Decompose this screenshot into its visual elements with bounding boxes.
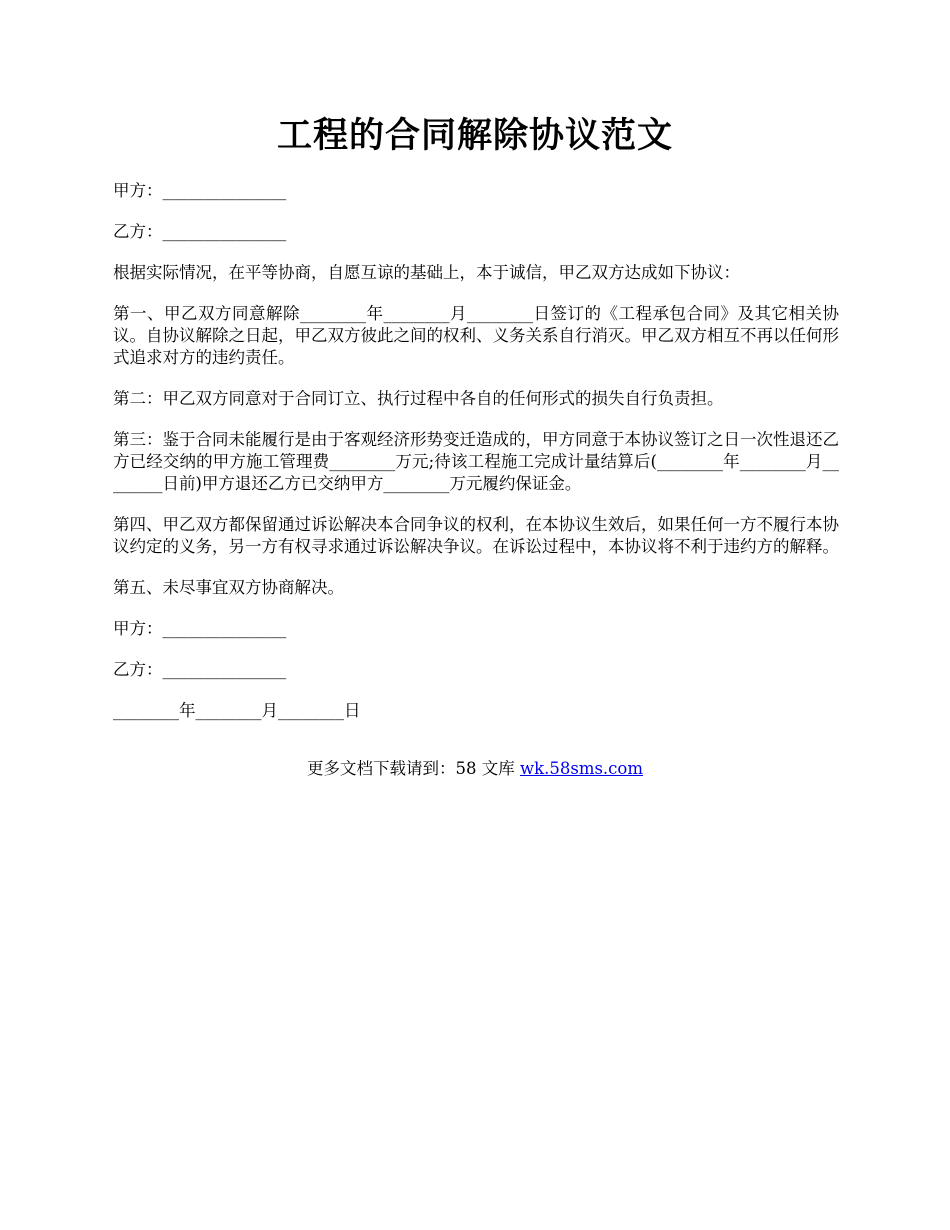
footer-link[interactable]: wk.58sms.com xyxy=(519,759,643,778)
clause-4-paragraph: 第四、甲乙双方都保留通过诉讼解决本合同争议的权利，在本协议生效后，如果任何一方不履行本协议约定的义务，另一方有权寻求通过诉讼解决争议。在诉讼过程中，本协议将不利于违约方的解释。 xyxy=(113,515,839,556)
footer xyxy=(0,758,950,780)
document-title: 工程的合同解除协议范文 xyxy=(276,115,673,156)
signature-party-b-line: 乙方：_______________ xyxy=(113,660,287,679)
document-body xyxy=(113,180,839,741)
clause-1-paragraph: 第一、甲乙双方同意解除________年________月________日签订的《工程承包合同》及其它相关协议。自协议解除之日起，甲乙双方彼此之间的权利、义务关系自行消灭。甲乙双方相互不再以任何形式追求对方的违约责任。 xyxy=(113,304,839,367)
clause-5-paragraph: 第五、未尽事宜双方协商解决。 xyxy=(113,578,344,597)
party-b-line: 乙方：_______________ xyxy=(113,222,287,241)
preamble-paragraph: 根据实际情况，在平等协商，自愿互谅的基础上，本于诚信，甲乙双方达成如下协议： xyxy=(113,263,740,282)
signature-party-a-line: 甲方：_______________ xyxy=(113,619,287,638)
date-line: ________年________月________日 xyxy=(113,701,361,720)
footer-text: 更多文档下载请到：58 文库 xyxy=(306,759,520,778)
clause-3-paragraph: 第三：鉴于合同未能履行是由于客观经济形势变迁造成的，甲方同意于本协议签订之日一次性退还乙方已经交纳的甲方施工管理费________万元;待该工程施工完成计量结算后(________年________月________日前)甲方退还乙方已交纳甲方________万元履约保证金。 xyxy=(113,430,839,493)
party-a-line: 甲方：_______________ xyxy=(113,181,287,200)
clause-2-paragraph: 第二：甲乙双方同意对于合同订立、执行过程中各自的任何形式的损失自行负责担。 xyxy=(113,389,724,408)
